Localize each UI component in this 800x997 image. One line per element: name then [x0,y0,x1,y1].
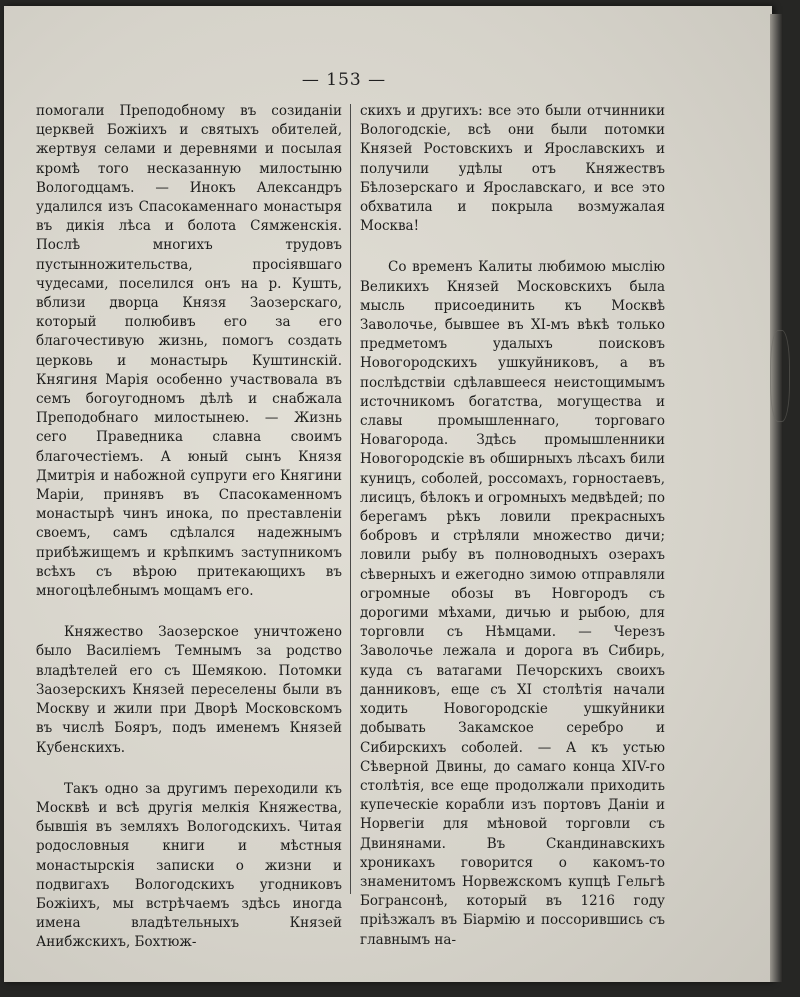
page-number: — 153 — [301,70,387,90]
book-spine-edge [770,14,782,982]
paper-mark [770,330,790,422]
right-column [360,102,665,950]
left-paragraph-2: Княжество Заозерское уничтожено было Василiемъ Темнымъ за родство владѣтелей его съ Шемякою. Потомки Заозерскихъ Князей переселены были въ Москву и жили при Дворѣ Московскомъ въ числѣ Бояръ, подъ именемъ Князей Кубенскихъ. [36,624,342,756]
left-paragraph-1: помогали Преподобному въ созиданiи церквей Божiихъ и святыхъ обителей, жертвуя селами и деревнями и посылая кромѣ того несказанную милостыню Вологодцамъ. — Инокъ Александръ удалился изъ Спасокаменнаго монастыря въ дикiя лѣса и болота Сямженскiя. Послѣ многихъ трудовъ пустынножительства, просiявшаго чудесами, поселился онъ на р. Кушть, вблизи дворца Князя Заозерскаго, который полюбивъ его за его благочестивую жизнь, помогъ создать церковь и монастырь Куштинскiй. Княгиня Марiя особенно участвовала въ семъ богоугодномъ дѣлѣ и снабжала Преподобнаго милостынею. — Жизнь сего Праведника славна своимъ благочестiемъ. А юный сынъ Князя Дмитрiя и набожной супруги его Княгини Марiи, принявъ въ Спасокаменномъ монастырѣ чинъ инока, по преставленiи своемъ, самъ сдѣлался надежнымъ прибѣжищемъ и крѣпкимъ заступникомъ всѣхъ съ вѣрою притекающихъ въ многоцѣлебнымъ мощамъ его. [36,103,342,600]
column-divider [350,104,351,894]
right-paragraph-2: Со временъ Калиты любимою мыслiю Великихъ Князей Московскихъ была мысль присоединить къ Москвѣ Заволочье, бывшее въ XI-мъ вѣкѣ только предметомъ удалыхъ поисковъ Новогородскихъ ушкуйниковъ, а въ послѣдствiи сдѣлавшееся неистощимымъ источникомъ богатства, могущества и славы промышленнаго, торговаго Новагорода. Здѣсь промышленники Новогородскiе въ обширныхъ лѣсахъ били куницъ, соболей, россомахъ, горностаевъ, лисицъ, бѣлокъ и огромныхъ медвѣдей; по берегамъ рѣкъ ловили прекрасныхъ бобровъ и стрѣляли множество дичи; ловили рыбу въ полноводныхъ озерахъ сѣверныхъ и ежегодно зимою отправляли огромные обозы въ Новгородъ съ дорогими мѣхами, дичью и рыбою, для торговли съ Нѣмцами. — Черезъ Заволочье лежала и дорога въ Сибирь, куда съ ватагами Печорскихъ своихъ данниковъ, еще съ XI столѣтiя начали ходить Новогородскiе ушкуйники добывать Закамское серебро и Сибирскихъ соболей. — А къ устью Сѣверной Двины, до самаго конца XIV-го столѣтiя, все еще продолжали приходить купеческiе корабли изъ портовъ Даніи и Норвегiи для мѣновой торговли съ Двинянами. Въ Скандинавскихъ хроникахъ говорится о какомъ-то знаменитомъ Норвежскомъ купцѣ Гельгѣ Богрансонѣ, который въ 1216 году прiѣзжалъ въ Бiармiю и поссорившись съ главнымъ на- [360,259,665,948]
left-paragraph-3: Такъ одно за другимъ переходили къ Москвѣ и всѣ другiя мелкiя Княжества, бывшiя въ земляхъ Вологодскихъ. Читая родословныя книги и мѣстныя монастырскiя записки о жизни и подвигахъ Вологодскихъ угодниковъ Божiихъ, мы встрѣчаемъ здѣсь иногда имена владѣтельныхъ Князей Анибжскихъ, Бохтюж- [36,780,342,951]
right-paragraph-1: скихъ и другихъ: все это были отчинники Вологодскiе, всѣ они были потомки Князей Ростовскихъ и Ярославскихъ и получили удѣлы отъ Княжествъ Бѣлозерскаго и Ярославскаго, и все это обхватила и покрыла возмужалая Москва! [360,103,665,235]
book-page [4,6,772,982]
left-column [36,102,342,953]
